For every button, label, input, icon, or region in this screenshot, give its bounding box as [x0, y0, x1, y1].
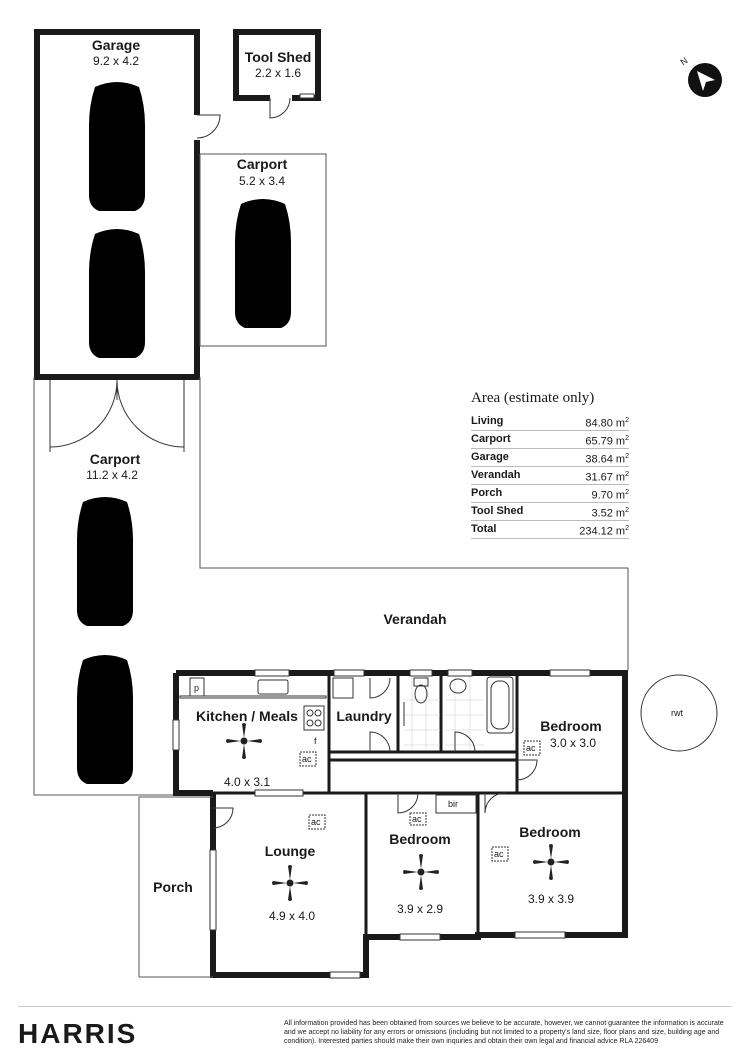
area-title: Area (estimate only) — [471, 390, 595, 406]
ac-marker: ac — [311, 817, 321, 827]
area-row-label: Total — [471, 523, 497, 535]
ceiling-fan-icon — [403, 854, 439, 890]
area-rows — [471, 413, 629, 539]
carport-large-label: Carport — [89, 451, 141, 467]
area-row — [471, 449, 629, 467]
footer-divider — [18, 1006, 732, 1007]
kitchen-sink — [258, 680, 288, 694]
rwt-label: rwt — [671, 708, 683, 718]
ceiling-fan-icon — [272, 865, 308, 901]
porch-label: Porch — [153, 879, 193, 895]
ac-marker: ac — [412, 814, 422, 824]
area-row-label: Tool Shed — [471, 505, 524, 517]
bedroom3-label: Bedroom — [519, 824, 581, 840]
tile-pattern — [404, 676, 484, 750]
area-row-label: Garage — [471, 451, 509, 463]
garage-dim: 9.2 x 4.2 — [92, 54, 140, 68]
area-row — [471, 467, 629, 485]
area-row-value: 38.64 $m^2$ — [585, 453, 629, 466]
ceiling-fan-icon — [226, 723, 262, 759]
disclaimer-text: All information provided has been obtained from sources we believe to be accurate, however, we cannot guarantee the information is accurate and we accept no liability for any errors or omissions (including but not limited to a property's land size, floor plans and size, building age and condition). Interested parties should make their own inquiries and obtain their own legal and financial advice RLA 226409 — [284, 1020, 724, 1045]
pantry-marker: p — [194, 683, 200, 693]
area-row-value: 31.67 $m^2$ — [585, 471, 629, 484]
area-row-value: 84.80 $m^2$ — [585, 417, 629, 430]
area-row — [471, 521, 629, 539]
north-label: N — [678, 55, 690, 68]
area-row — [471, 413, 629, 431]
north-arrow-icon — [688, 63, 722, 97]
bedroom1-dim: 3.0 x 3.0 — [549, 736, 597, 750]
toolshed-dim: 2.2 x 1.6 — [254, 66, 302, 80]
cooktop — [304, 706, 324, 730]
verandah-label: Verandah — [383, 611, 447, 627]
ceiling-fan-icon — [533, 844, 569, 880]
bedroom3-dim: 3.9 x 3.9 — [527, 892, 575, 906]
bedroom1-label: Bedroom — [540, 718, 602, 734]
carport-small-dim: 5.2 x 3.4 — [238, 174, 286, 188]
area-row-label: Carport — [471, 433, 511, 445]
area-row-label: Verandah — [471, 469, 521, 481]
area-row-label: Living — [471, 415, 504, 427]
area-row — [471, 503, 629, 521]
garage-label: Garage — [91, 37, 141, 53]
lounge-label: Lounge — [264, 843, 316, 859]
ac-marker: ac — [494, 849, 504, 859]
bir-marker: bir — [448, 799, 459, 809]
toolshed-walls — [236, 32, 318, 98]
carport-large-dim: 11.2 x 4.2 — [86, 468, 138, 482]
area-row — [471, 431, 629, 449]
laundry-label: Laundry — [336, 708, 392, 724]
bedroom2-label: Bedroom — [389, 831, 451, 847]
area-row-value: 9.70 $m^2$ — [591, 489, 629, 502]
lounge-dim: 4.9 x 4.0 — [268, 909, 316, 923]
laundry-trough — [333, 678, 353, 698]
area-row-label: Porch — [471, 487, 503, 499]
car-carport-small — [229, 199, 297, 328]
car-carport-large-2 — [71, 655, 139, 784]
car-garage-2 — [83, 229, 151, 358]
carport-small-label: Carport — [236, 156, 288, 172]
kitchen-label: Kitchen / Meals — [196, 708, 298, 724]
area-row-value: 65.79 $m^2$ — [585, 435, 629, 448]
area-row-value: 234.12 $m^2$ — [579, 525, 629, 538]
area-row — [471, 485, 629, 503]
basin — [450, 679, 466, 693]
brand-logo: HARRIS — [18, 1018, 138, 1049]
toolshed-label: Tool Shed — [244, 49, 312, 65]
car-carport-large-1 — [71, 497, 139, 626]
bedroom2-dim: 3.9 x 2.9 — [396, 902, 444, 916]
area-row-value: 3.52 $m^2$ — [591, 507, 629, 520]
toilet-bowl — [415, 685, 427, 703]
fridge-marker: f — [314, 736, 317, 746]
ac-marker: ac — [302, 754, 312, 764]
kitchen-dim: 4.0 x 3.1 — [223, 775, 271, 789]
car-garage-1 — [83, 82, 151, 211]
area-table — [471, 390, 629, 539]
ac-marker: ac — [526, 743, 536, 753]
